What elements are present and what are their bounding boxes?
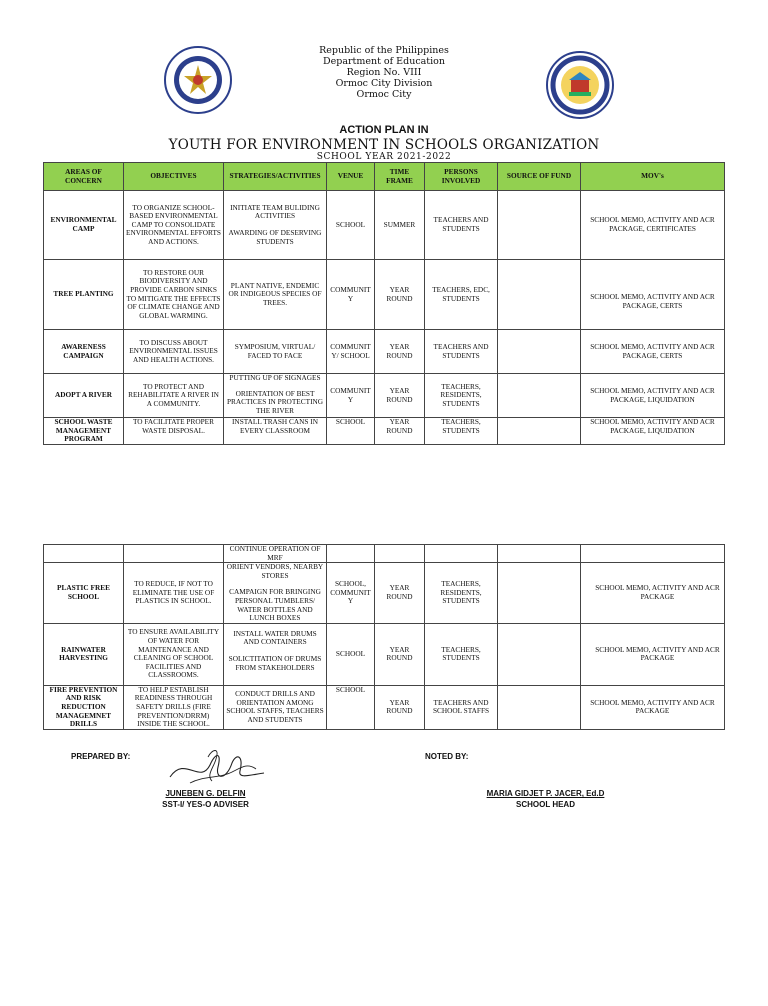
mov-cell: SCHOOL MEMO, ACTIVITY AND ACR PACKAGE, CERTIFICATES <box>581 191 725 260</box>
area-cell: RAINWATER HARVESTING <box>44 623 124 685</box>
time-frame-cell: YEAR ROUND <box>375 260 425 330</box>
table-row <box>44 374 725 418</box>
table-row <box>44 191 725 260</box>
venue-cell: SCHOOL, COMMUNIT Y <box>327 563 375 624</box>
persons-cell: TEACHERS, RESIDENTS, STUDENTS <box>425 563 498 624</box>
prepared-by-name: JUNEBEN G. DELFIN <box>165 789 246 798</box>
noted-by-name: MARIA GIDJET P. JACER, Ed.D <box>486 789 605 798</box>
strategy-cell: PLANT NATIVE, ENDEMIC OR INDIGEOUS SPECIES OF TREES. <box>224 260 327 330</box>
strategy-cell <box>224 191 327 260</box>
strategy-cell <box>224 563 327 624</box>
objective-cell: TO REDUCE, IF NOT TO ELIMINATE THE USE OF PLASTICS IN SCHOOL. <box>124 563 224 624</box>
venue-cell: SCHOOL <box>327 685 375 729</box>
mov-cell: SCHOOL MEMO, ACTIVITY AND ACR PACKAGE, CERTS <box>581 260 725 330</box>
time-frame-cell <box>375 545 425 563</box>
column-header: STRATEGIES/ACTIVITIES <box>224 163 327 191</box>
objective-cell: TO DISCUSS ABOUT ENVIRONMENTAL ISSUES AND HEALTH ACTIONS. <box>124 330 224 374</box>
objective-cell: TO ORGANIZE SCHOOL-BASED ENVIRONMENTAL CAMP TO CONSOLIDATE ENVIRONMENTAL EFFORTS AND ACTIONS. <box>124 191 224 260</box>
objective-cell: TO PROTECT AND REHABILITATE A RIVER IN A COMMUNITY. <box>124 374 224 418</box>
letterhead-line-3: Region No. VIII <box>346 67 422 78</box>
objective-cell: TO FACILITATE PROPER WASTE DISPOSAL. <box>124 418 224 445</box>
time-frame-cell: YEAR ROUND <box>375 685 425 729</box>
table-row <box>44 260 725 330</box>
action-plan-table-2 <box>43 544 725 730</box>
strategy-line: INITIATE TEAM BULIDING ACTIVITIES <box>230 202 320 221</box>
time-frame-cell: YEAR ROUND <box>375 418 425 445</box>
column-header: TIME FRAME <box>375 163 425 191</box>
mov-cell: SCHOOL MEMO, ACTIVITY AND ACR PACKAGE <box>581 685 725 729</box>
time-frame-cell: YEAR ROUND <box>375 374 425 418</box>
objective-cell <box>124 545 224 563</box>
area-cell: AWARENESS CAMPAIGN <box>44 330 124 374</box>
strategy-cell: SYMPOSIUM, VIRTUAL/ FACED TO FACE <box>224 330 327 374</box>
column-header: OBJECTIVES <box>124 163 224 191</box>
area-cell: ENVIRONMENTAL CAMP <box>44 191 124 260</box>
column-header: VENUE <box>327 163 375 191</box>
fund-cell <box>498 685 581 729</box>
column-header: MOV's <box>581 163 725 191</box>
table-header-row <box>44 163 725 191</box>
strategy-cell: CONDUCT DRILLS AND ORIENTATION AMONG SCHOOL STAFFS, TEACHERS AND STUDENTS <box>224 685 327 729</box>
document-title: ACTION PLAN IN <box>339 124 429 136</box>
mov-cell <box>581 545 725 563</box>
column-header: PERSONS INVOLVED <box>425 163 498 191</box>
table-row <box>44 418 725 445</box>
persons-cell: TEACHERS AND SCHOOL STAFFS <box>425 685 498 729</box>
area-cell <box>44 545 124 563</box>
strategy-cell: INSTALL TRASH CANS IN EVERY CLASSROOM <box>224 418 327 445</box>
venue-cell: COMMUNIT Y <box>327 374 375 418</box>
mov-cell: SCHOOL MEMO, ACTIVITY AND ACR PACKAGE <box>581 623 725 685</box>
mov-cell: SCHOOL MEMO, ACTIVITY AND ACR PACKAGE, LIQUIDATION <box>581 418 725 445</box>
time-frame-cell: YEAR ROUND <box>375 563 425 624</box>
strategy-cell <box>224 623 327 685</box>
venue-cell: COMMUNIT Y <box>327 260 375 330</box>
area-cell: TREE PLANTING <box>44 260 124 330</box>
objective-cell: TO ENSURE AVAILABILITY OF WATER FOR MAINTENANCE AND CLEANING OF SCHOOL FACILITIES AND CLASSROOMS. <box>124 623 224 685</box>
organization-title: YOUTH FOR ENVIRONMENT IN SCHOOLS ORGANIZATION <box>168 137 600 153</box>
table-row <box>44 685 725 729</box>
school-year: SCHOOL YEAR 2021-2022 <box>316 152 452 162</box>
strategy-cell: CONTINUE OPERATION OF MRF <box>224 545 327 563</box>
letterhead-line-1: Republic of the Philippines <box>319 45 449 56</box>
prepared-by-label: PREPARED BY: <box>71 752 131 761</box>
letterhead-line-4: Ormoc City Division <box>335 78 433 89</box>
fund-cell <box>498 191 581 260</box>
area-cell: PLASTIC FREE SCHOOL <box>44 563 124 624</box>
mov-cell: SCHOOL MEMO, ACTIVITY AND ACR PACKAGE, LIQUIDATION <box>581 374 725 418</box>
venue-cell: COMMUNIT Y/ SCHOOL <box>327 330 375 374</box>
strategy-line: ORIENTATION OF BEST PRACTICES IN PROTECTING THE RIVER <box>226 388 324 415</box>
area-cell: ADOPT A RIVER <box>44 374 124 418</box>
table-row <box>44 563 725 624</box>
letterhead-line-2: Department of Education <box>323 56 445 67</box>
persons-cell: TEACHERS AND STUDENTS <box>425 330 498 374</box>
objective-cell: TO RESTORE OUR BIODIVERSITY AND PROVIDE CARBON SINKS TO MITIGATE THE EFFECTS OF CLIMATE CHANGE AND GLOBAL WARMING. <box>124 260 224 330</box>
strategy-line: AWARDING OF DESERVING STUDENTS <box>228 228 322 246</box>
mov-cell: SCHOOL MEMO, ACTIVITY AND ACR PACKAGE, CERTS <box>581 330 725 374</box>
venue-cell: SCHOOL <box>327 191 375 260</box>
strategy-line: ORIENT VENDORS, NEARBY STORES <box>226 562 324 580</box>
fund-cell <box>498 545 581 563</box>
time-frame-cell: YEAR ROUND <box>375 623 425 685</box>
fund-cell <box>498 374 581 418</box>
strategy-line: INSTALL WATER DRUMS AND CONTAINERS <box>233 628 317 647</box>
persons-cell: TEACHERS, RESIDENTS, STUDENTS <box>425 374 498 418</box>
strategy-line: SOLICTITATION OF DRUMS FROM STAKEHOLDERS <box>228 653 322 672</box>
signature-icon <box>160 745 270 795</box>
table-row <box>44 623 725 685</box>
column-header: SOURCE OF FUND <box>498 163 581 191</box>
letterhead-line-5: Ormoc City <box>356 89 412 100</box>
strategy-line: CAMPAIGN FOR BRINGING PERSONAL TUMBLERS/ WATER BOTTLES AND LUNCH BOXES <box>229 587 321 623</box>
time-frame-cell: SUMMER <box>375 191 425 260</box>
table-row <box>44 545 725 563</box>
fund-cell <box>498 330 581 374</box>
objective-cell: TO HELP ESTABLISH READINESS THROUGH SAFETY DRILLS (FIRE PREVENTION/DRRM) INSIDE THE SCHOOL. <box>124 685 224 729</box>
area-cell: FIRE PREVENTION AND RISK REDUCTION MANAGEMNET DRILLS <box>44 685 124 729</box>
column-header: AREAS OF CONCERN <box>44 163 124 191</box>
persons-cell <box>425 545 498 563</box>
venue-cell: SCHOOL <box>327 418 375 445</box>
fund-cell <box>498 563 581 624</box>
persons-cell: TEACHERS, EDC, STUDENTS <box>425 260 498 330</box>
fund-cell <box>498 623 581 685</box>
prepared-by-title: SST-I/ YES-O ADVISER <box>162 800 249 809</box>
strategy-line: PUTTING UP OF SIGNAGES <box>229 373 321 382</box>
mov-cell: SCHOOL MEMO, ACTIVITY AND ACR PACKAGE <box>581 563 725 624</box>
area-cell: SCHOOL WASTE MANAGEMENT PROGRAM <box>44 418 124 445</box>
persons-cell: TEACHERS AND STUDENTS <box>425 191 498 260</box>
venue-cell <box>327 545 375 563</box>
fund-cell <box>498 418 581 445</box>
noted-by-label: NOTED BY: <box>425 752 469 761</box>
persons-cell: TEACHERS, STUDENTS <box>425 623 498 685</box>
action-plan-table-1 <box>43 162 725 445</box>
fund-cell <box>498 260 581 330</box>
venue-cell: SCHOOL <box>327 623 375 685</box>
persons-cell: TEACHERS, STUDENTS <box>425 418 498 445</box>
strategy-cell <box>224 374 327 418</box>
table-row <box>44 330 725 374</box>
noted-by-title: SCHOOL HEAD <box>516 800 575 809</box>
time-frame-cell: YEAR ROUND <box>375 330 425 374</box>
